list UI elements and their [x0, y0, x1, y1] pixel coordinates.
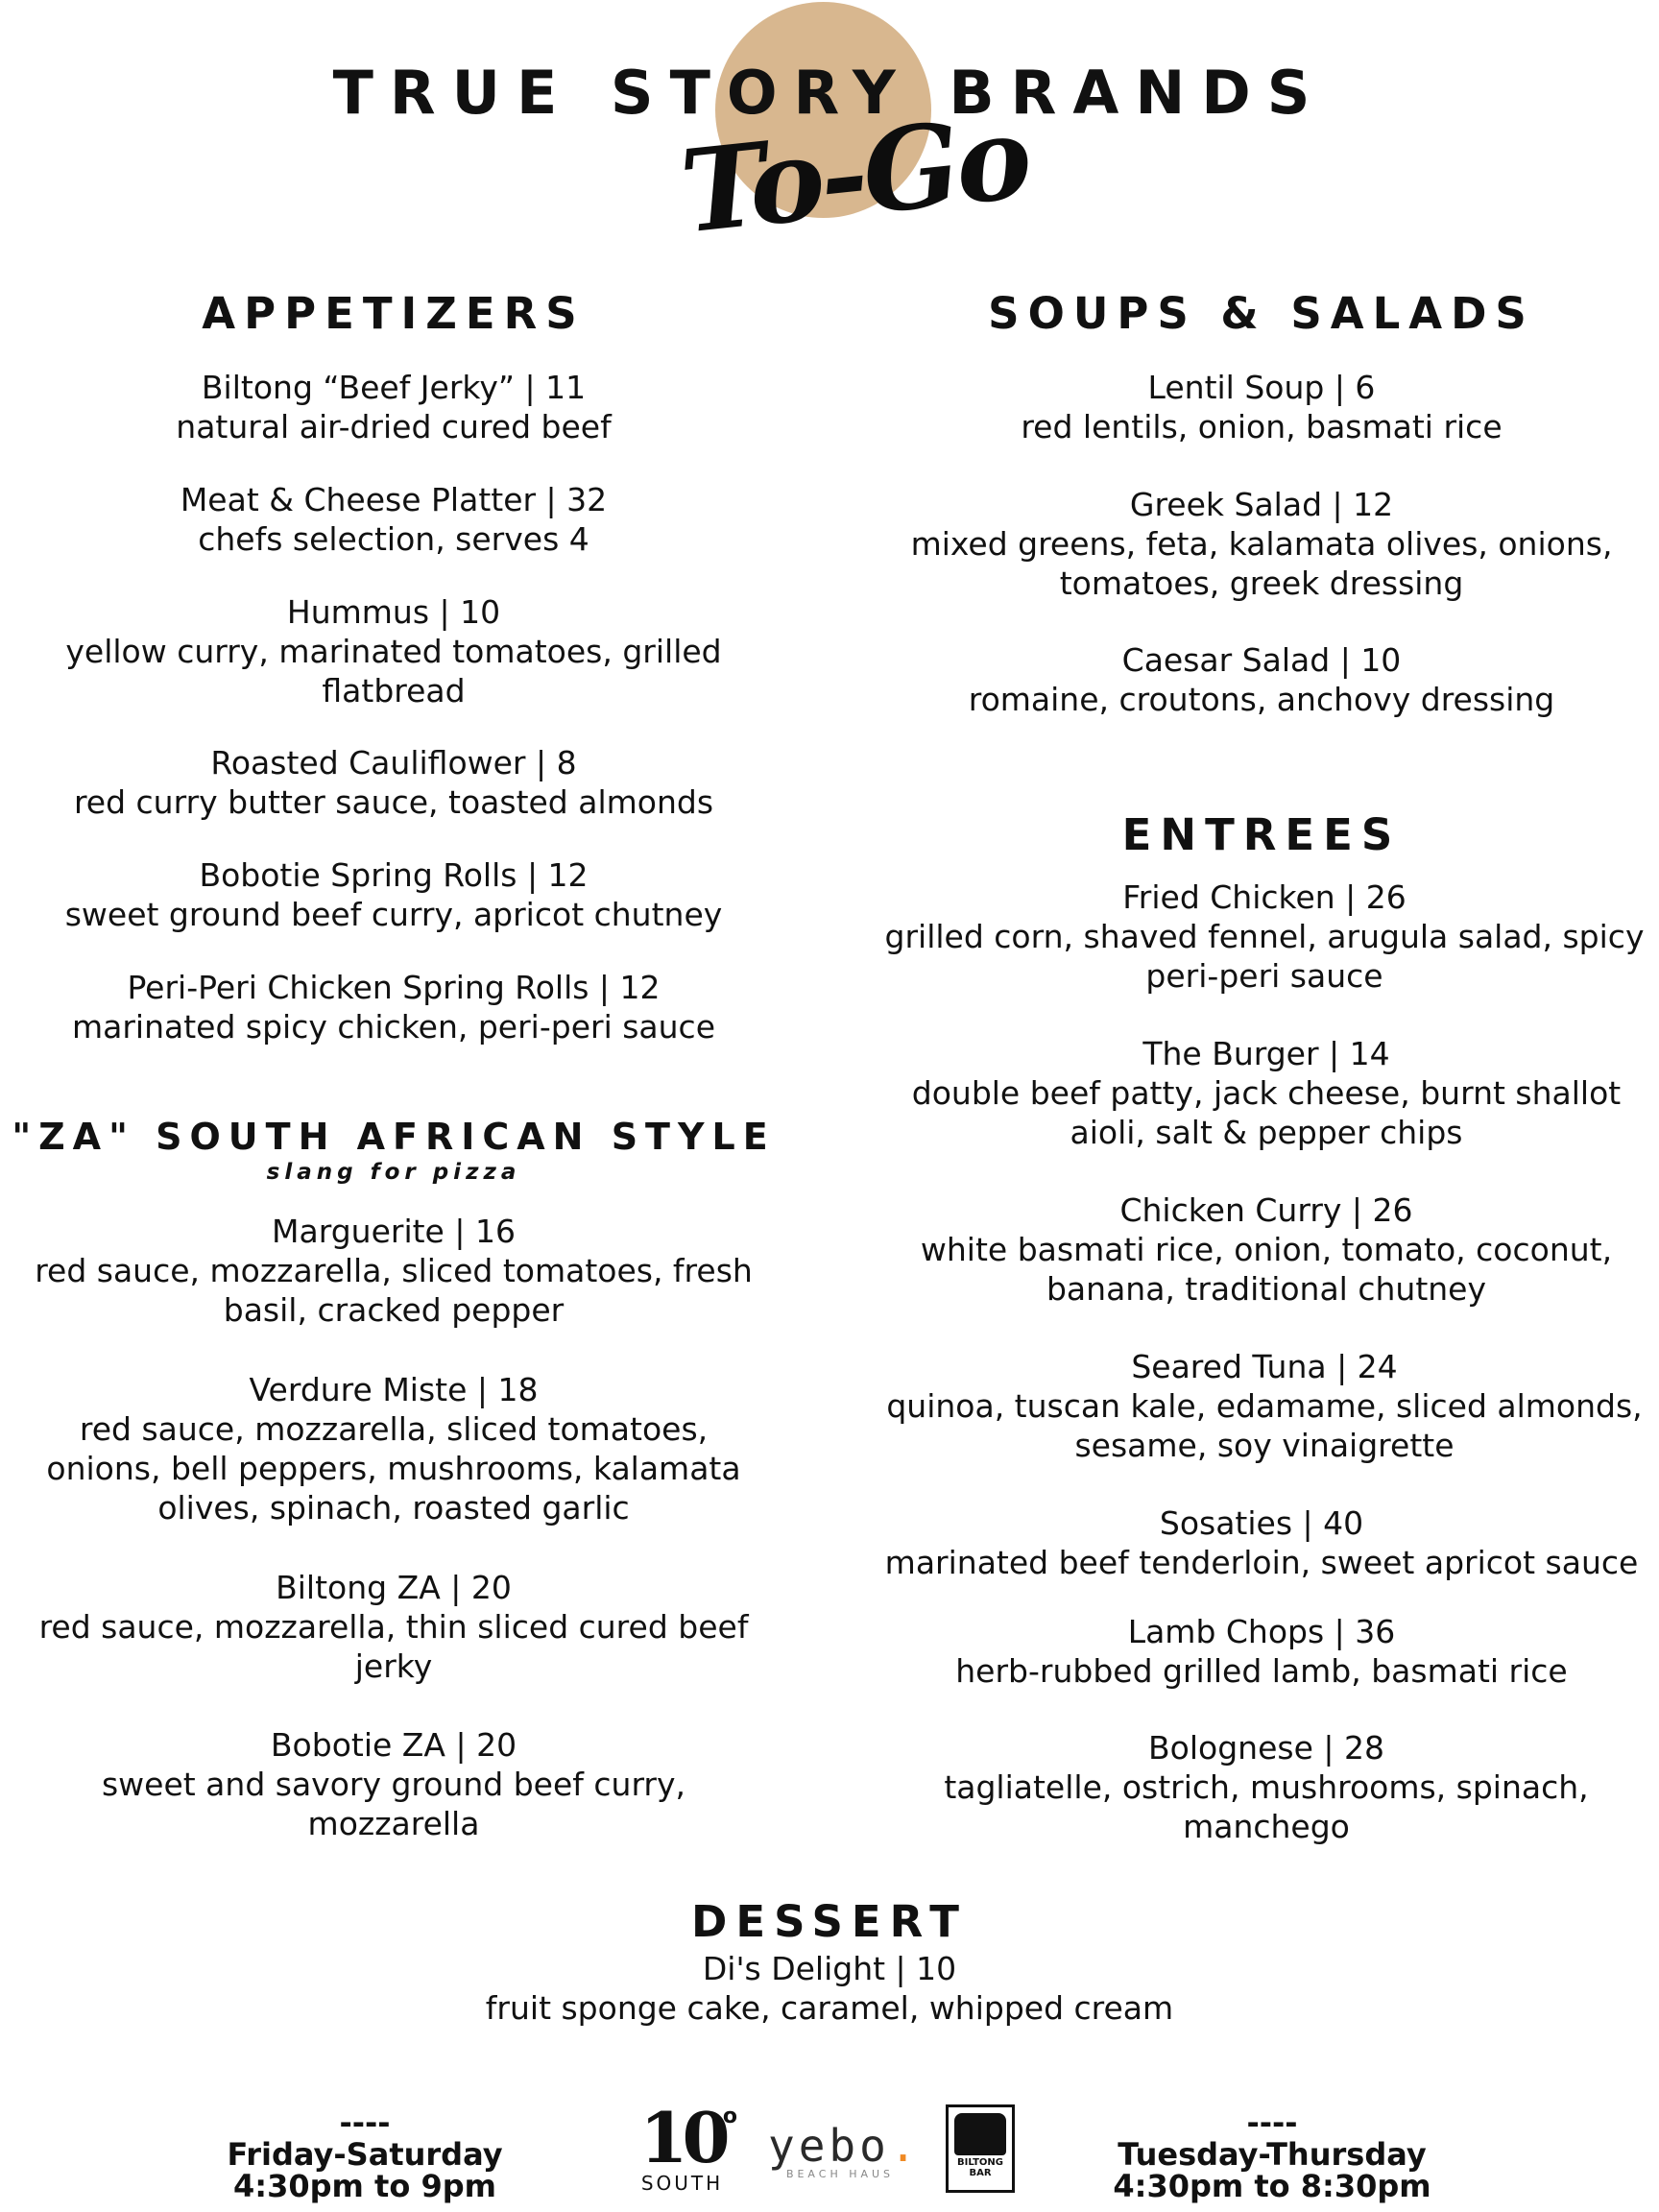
item-name: The Burger | 14 — [1142, 1035, 1390, 1072]
item-desc: double beef patty, jack cheese, burnt shallot aioli, salt & pepper chips — [911, 1074, 1622, 1151]
hours-weekend — [211, 2104, 518, 2204]
menu-item — [864, 368, 1659, 446]
item-name: Sosaties | 40 — [1159, 1504, 1364, 1542]
hours-days: Tuesday-Thursday — [1118, 2136, 1427, 2173]
menu-item — [876, 878, 1653, 996]
item-desc: marinated beef tenderloin, sweet apricot sauce — [884, 1544, 1639, 1581]
biltong-bar-text: BILTONG BAR — [957, 2157, 1003, 2178]
brand-title: TRUE STORY BRANDS — [332, 58, 1327, 128]
ten-south-text: SOUTH — [640, 2172, 724, 2195]
item-desc: red lentils, onion, basmati rice — [1021, 408, 1503, 445]
yebo-tagline: BEACH HAUS — [785, 2168, 895, 2180]
menu-item — [14, 1212, 773, 1330]
item-name: Seared Tuna | 24 — [1131, 1348, 1398, 1385]
item-desc: red sauce, mozzarella, sliced tomatoes, fresh basil, cracked pepper — [35, 1252, 753, 1329]
section-title-za: "ZA" SOUTH AFRICAN STYLE — [12, 1116, 776, 1158]
section-title-appetizers: APPETIZERS — [202, 288, 586, 339]
section-title-soups-salads: SOUPS & SALADS — [988, 288, 1535, 339]
item-desc: herb-rubbed grilled lamb, basmati rice — [955, 1652, 1568, 1690]
biltong-bar-logo — [946, 2104, 1015, 2193]
menu-item — [864, 1503, 1659, 1582]
item-desc: red sauce, mozzarella, thin sliced cured beef jerky — [38, 1608, 749, 1685]
item-desc: quinoa, tuscan kale, edamame, sliced almonds, sesame, soy vinaigrette — [886, 1387, 1643, 1464]
menu-item — [24, 1370, 763, 1527]
buffalo-icon — [954, 2113, 1006, 2155]
item-desc: sweet and savory ground beef curry, mozzarella — [101, 1766, 686, 1842]
item-name: Caesar Salad | 10 — [1121, 641, 1402, 679]
item-desc: sweet ground beef curry, apricot chutney — [64, 896, 723, 933]
yebo-word: yebo — [768, 2120, 890, 2172]
menu-item — [876, 1347, 1653, 1465]
item-desc: chefs selection, serves 4 — [198, 520, 589, 558]
ten-south-mark: 10 — [639, 2097, 725, 2178]
menu-item — [864, 640, 1659, 719]
menu-item — [0, 968, 787, 1046]
hours-days: Friday-Saturday — [227, 2136, 503, 2173]
menu-item — [67, 1725, 720, 1843]
menu-item — [0, 743, 787, 822]
item-desc: romaine, croutons, anchovy dressing — [968, 681, 1555, 718]
item-name: Di's Delight | 10 — [702, 1950, 957, 1987]
menu-item — [19, 1568, 768, 1686]
item-name: Peri-Peri Chicken Spring Rolls | 12 — [127, 969, 661, 1006]
yebo-logo — [768, 2120, 917, 2180]
ten-south-degree: o — [722, 2104, 737, 2128]
menu-item — [907, 485, 1616, 603]
menu-item — [0, 1949, 1659, 2028]
item-desc: natural air-dried cured beef — [176, 408, 612, 445]
item-name: Greek Salad | 12 — [1129, 486, 1394, 523]
item-name: Roasted Cauliflower | 8 — [210, 744, 577, 781]
item-name: Biltong ZA | 20 — [276, 1569, 512, 1606]
menu-item — [0, 855, 787, 934]
item-desc: marinated spicy chicken, peri-peri sauce — [71, 1008, 716, 1046]
item-name: Bobotie Spring Rolls | 12 — [199, 856, 589, 894]
menu-item — [864, 1612, 1659, 1691]
hours-divider: ---- — [1246, 2104, 1298, 2141]
item-desc: tagliatelle, ostrich, mushrooms, spinach, manchego — [944, 1768, 1589, 1845]
item-name: Chicken Curry | 26 — [1119, 1191, 1413, 1229]
item-desc: red curry butter sauce, toasted almonds — [73, 783, 714, 821]
item-desc: mixed greens, feta, kalamata olives, onions, tomatoes, greek dressing — [910, 525, 1613, 602]
hours-time: 4:30pm to 8:30pm — [1113, 2168, 1431, 2204]
item-name: Marguerite | 16 — [272, 1213, 516, 1250]
brand-subtitle-script: To-Go — [675, 89, 1034, 259]
item-name: Hummus | 10 — [286, 593, 501, 631]
menu-item — [893, 1034, 1640, 1152]
item-desc: red sauce, mozzarella, sliced tomatoes, onions, bell peppers, mushrooms, kalamata olives, spinach, roasted garlic — [46, 1410, 741, 1527]
item-desc: grilled corn, shaved fennel, arugula salad, spicy peri-peri sauce — [884, 918, 1645, 995]
item-name: Bolognese | 28 — [1148, 1729, 1384, 1767]
section-subtitle-za: slang for pizza — [266, 1160, 521, 1185]
ten-south-logo — [627, 2097, 737, 2197]
item-name: Fried Chicken | 26 — [1122, 878, 1407, 916]
yebo-dot: . — [889, 2120, 917, 2172]
item-desc: white basmati rice, onion, tomato, coconut, banana, traditional chutney — [920, 1231, 1613, 1308]
menu-item — [0, 480, 787, 559]
item-name: Verdure Miste | 18 — [249, 1371, 539, 1408]
hours-weekday — [1104, 2104, 1440, 2204]
item-name: Meat & Cheese Platter | 32 — [180, 481, 608, 518]
hours-divider: ---- — [339, 2104, 391, 2141]
item-name: Lentil Soup | 6 — [1147, 369, 1376, 406]
item-desc: yellow curry, marinated tomatoes, grilled flatbread — [65, 633, 722, 709]
item-name: Biltong “Beef Jerky” | 11 — [201, 369, 587, 406]
menu-item — [48, 592, 739, 710]
menu-item — [941, 1728, 1592, 1846]
hours-time: 4:30pm to 9pm — [233, 2168, 496, 2204]
item-name: Lamb Chops | 36 — [1127, 1613, 1396, 1650]
item-desc: fruit sponge cake, caramel, whipped cream — [485, 1989, 1174, 2027]
menu-item — [0, 368, 787, 446]
menu-item — [907, 1190, 1625, 1309]
section-title-dessert: DESSERT — [691, 1896, 968, 1947]
item-name: Bobotie ZA | 20 — [270, 1726, 517, 1764]
section-title-entrees: ENTREES — [1121, 809, 1402, 860]
